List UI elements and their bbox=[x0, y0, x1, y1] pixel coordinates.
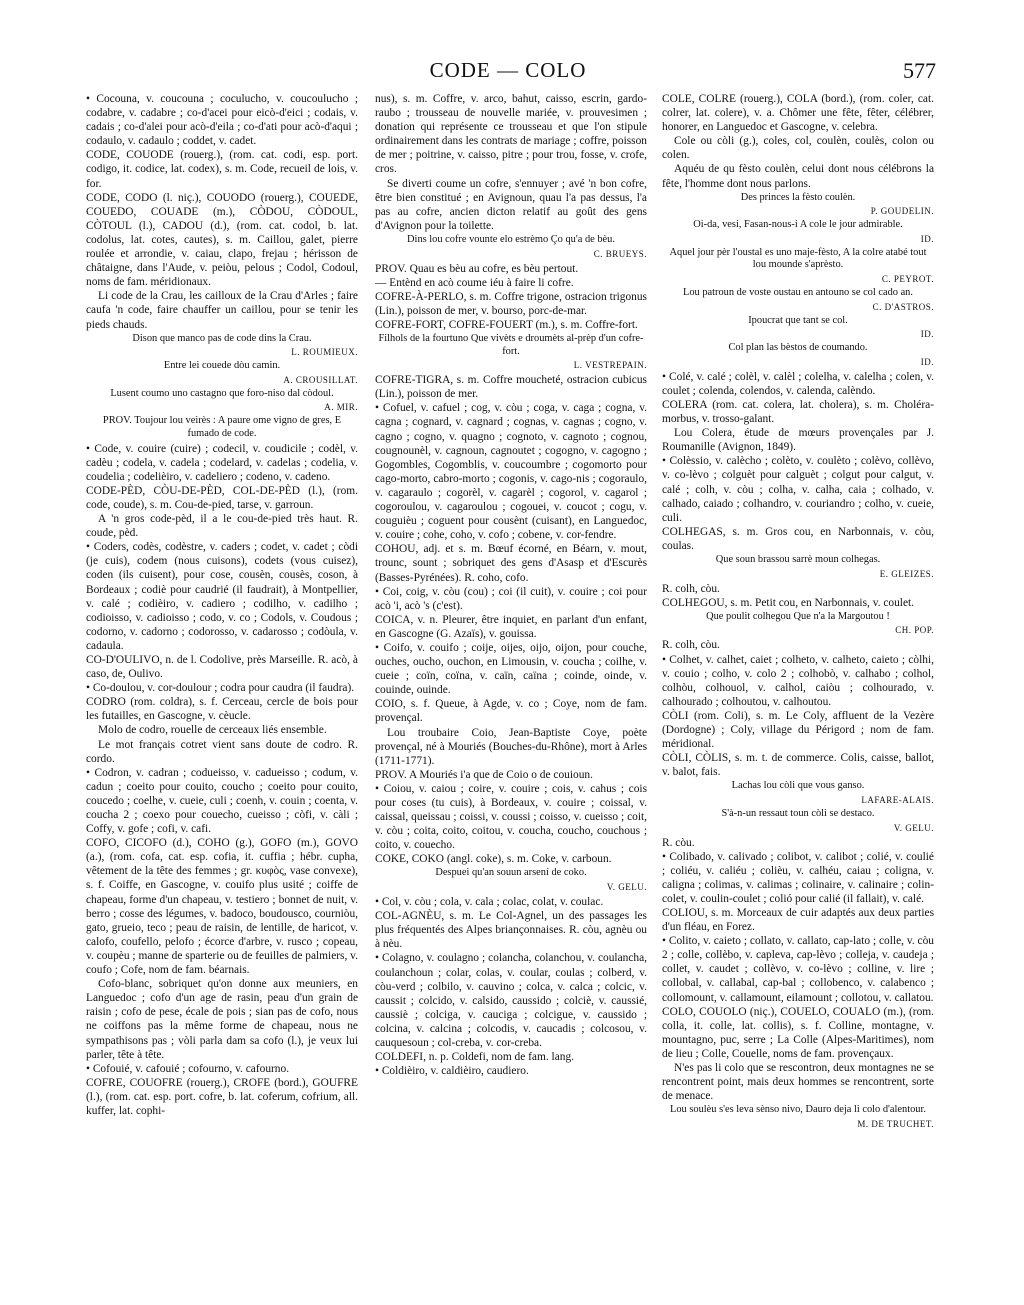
citation-quote: Entre lei couede dòu camin. bbox=[163, 360, 281, 372]
citation-quote: Oi-da, vesi, Fasan-nous-i A cole le jour admirable. bbox=[693, 219, 903, 231]
citation-quote: Lachas lou còli que vous ganso. bbox=[731, 780, 865, 792]
dictionary-entry: • Colagno, v. coulagno ; colancha, colanchou, v. coulancha, coulanchoun ; colar, colas, v. coular, coulas ; colberd, v. còu-verd ; colbilo, v. cauvino ; colca, v. calca ; colcic, v. caussit ; colcido, v. calsido, caussido ; colciè, v. caussié, caussiè ; colciga, v. cauciga ; colcigue, v. caussido ; colcina, v. calcina ; colcodis, v. caucadis ; colcosou, v. cauquesoun ; col-creba, v. cor-creba. bbox=[375, 952, 647, 1049]
dictionary-entry: • Cofouié, v. cafouié ; cofourno, v. cafourno. bbox=[86, 1062, 290, 1075]
dictionary-entry: • Code, v. couire (cuire) ; codecil, v. coudicile ; codèl, v. cadèu ; codela, v. cadela ; codelard, v. cadelas ; codelia, v. coudelia ; codelièiro, v. cadeliero ; codeno, v. cadeno. bbox=[86, 442, 358, 483]
dictionary-entry: • Coldièiro, v. caldièiro, caudiero. bbox=[375, 1065, 529, 1078]
citation-quote: Dison que manco pas de code dins la Crau. bbox=[132, 332, 312, 344]
citation-quote: PROV. Toujour lou veirès : A paure ome vigno de gres, E fumado de code. bbox=[102, 415, 342, 439]
dictionary-entry: COLO, COUOLO (niç.), COUELO, COUALO (m.), (rom. colla, it. colle, lat. collis), s. f. Colline, montagne, v. mountagno, puc, serre ; La Colle (Alpes-Maritimes), nom de lieu ; Colle, Couelle, noms de fam. provençaux. bbox=[662, 1005, 934, 1060]
dictionary-entry: • Colibado, v. calivado ; colibot, v. calibot ; colié, v. coulié ; coliéu, v. caliéu ; colièu, v. calhéu, caiau ; coligna, v. caligna ; colimas, v. calimas ; colinaire, v. calinaire ; colin-colet, v. coulin-coulet ; colió pour calié (il fallait), v. calé. bbox=[662, 850, 934, 905]
dictionary-entry: N'es pas li colo que se rescontron, deux montagnes ne se rencontrent point, mais deux hommes se rencontrent, sorte de menace. bbox=[662, 1062, 934, 1103]
citation-quote: Col plan las bèstos de coumando. bbox=[728, 342, 868, 354]
column-1 bbox=[86, 92, 358, 1297]
dictionary-entry: Lou troubaire Coio, Jean-Baptiste Coye, poète provençal, né à Mouriés (Bouches-du-Rhône), mort à Arles (1711-1771). bbox=[375, 726, 647, 767]
column-2 bbox=[375, 92, 647, 1297]
dictionary-entry: • Colé, v. calé ; colèl, v. calèl ; colelha, v. calelha ; colen, v. coulet ; colenda, colendos, v. calenda, calèndo. bbox=[662, 370, 934, 397]
dictionary-entry: • Coifo, v. couifo ; coije, oijes, oijo, oijon, pour couche, ouches, oucho, ouchon, en Limousin, v. coucha ; coilhe, v. cueie ; coïn, coïna, v. caïn, caïna ; coinde, oinde, v. couinde, ouinde. bbox=[375, 641, 647, 697]
running-title: CODE — COLO bbox=[429, 58, 587, 82]
dictionary-entry: A 'n gros code-pèd, il a le cou-de-pied très haut. R. coude, pèd. bbox=[86, 513, 358, 540]
citation-quote: Aquel jour pèr l'oustal es uno maje-fèsto, A la colre atabé tout lou mounde s'aprèsto. bbox=[669, 246, 927, 271]
citation-author: ID. bbox=[920, 356, 934, 367]
dictionary-entry: COLDEFI, n. p. Coldefi, nom de fam. lang. bbox=[375, 1051, 574, 1064]
citation-author: A. CROUSILLAT. bbox=[283, 374, 358, 385]
citation-quote: Des princes la fèsto coulèn. bbox=[740, 191, 856, 203]
dictionary-entry: CODE, COUODE (rouerg.), (rom. cat. codi, esp. port. codigo, it. codice, lat. codex), s. m. Code, recueil de lois, v. for. bbox=[86, 149, 358, 190]
citation-quote: Dins lou cofre vounte elo estrèmo Ço qu'a de bèu. bbox=[407, 233, 615, 245]
dictionary-entry: COFRE-FORT, COFRE-FOUERT (m.), s. m. Coffre-fort. bbox=[375, 318, 638, 331]
citation-quote: Lusent coumo uno castagno que foro-niso dal còdoul. bbox=[110, 387, 334, 399]
dictionary-entry: • Cocouna, v. coucouna ; coculucho, v. coucoulucho ; codabre, v. cadabre ; co-d'acei pour eicò-d'eici ; codais, v. cadais ; co-d'alei pour acò-d'eila ; co-d'ati pour acò-d'aqui ; codaulo, v. cadaulo ; coddet, v. cadet. bbox=[86, 93, 358, 148]
dictionary-entry: Lou Colera, étude de mœurs provençales par J. Roumanille (Avignon, 1849). bbox=[662, 427, 934, 454]
citation-quote: Lou soulèu s'es leva sènso nivo, Dauro deja li colo d'alentour. bbox=[670, 1104, 926, 1116]
dictionary-entry: COKE, COKO (angl. coke), s. m. Coke, v. carboun. bbox=[375, 853, 612, 866]
dictionary-entry: COLHEGOU, s. m. Petit cou, en Narbonnais, v. coulet. bbox=[662, 596, 915, 609]
dictionary-entry: CÒLI, CÒLIS, s. m. t. de commerce. Colis, caisse, ballot, v. balot, fais. bbox=[662, 752, 934, 779]
dictionary-entry: R. colh, còu. bbox=[662, 639, 720, 652]
citation-author: V. GELU. bbox=[606, 882, 647, 893]
dictionary-entry: CODE-PÈD, CÒU-DE-PÈD, COL-DE-PÈD (l.), (rom. code, coude), s. m. Cou-de-pied, tarse, v. garroun. bbox=[86, 484, 358, 511]
dictionary-entry: • Co-doulou, v. cor-doulour ; codra pour caudra (il faudra). bbox=[86, 682, 355, 695]
citation-author: ID. bbox=[920, 329, 934, 340]
dictionary-entry: COICA, v. n. Pleurer, être inquiet, en parlant d'un enfant, en Gascogne (G. Azaïs), v. gouissa. bbox=[375, 613, 647, 640]
dictionary-entry: Se diverti coume un cofre, s'ennuyer ; avé 'n bon cofre, être bien constitué ; en Avignoun, quau l'a pas dessus, l'a pas au cofre, ancien dicton relatif au goût des gens d'Avignon pour la toilette. bbox=[375, 177, 647, 232]
dictionary-entry: COL-AGNÈU, s. m. Le Col-Agnel, un des passages les plus fréquentés des Alpes briançonnaises. R. còu, agnèu ou à nèu. bbox=[375, 910, 647, 951]
dictionary-entry: COLERA (rom. cat. colera, lat. cholera), s. m. Choléra-morbus, v. trosso-galant. bbox=[662, 399, 934, 426]
dictionary-entry: • Coders, codès, codèstre, v. caders ; codet, v. cadet ; còdi (je cuis), codem (nous cuisons), codets (vous cuisez), coden (ils cuisent), pour cose, cousèn, cousès, coson, à Bordeaux ; codiè pour caudrié (il faudrait), à Montpellier, v. calé ; codièiro, v. cadiero ; codilho, v. cadilho ; codioisso, v. cadioisso ; codo, v. co ; Codols, v. Coudous ; codorno, v. cadorno ; codorosso, v. cadarosso ; codòula, v. cadaula. bbox=[86, 541, 358, 652]
dictionary-entry: CÒLI (rom. Coli), s. m. Le Coly, affluent de la Vezère (Dordogne) ; Coly, village du Périgord ; nom de fam. méridional. bbox=[662, 709, 934, 751]
dictionary-entry: R. còu. bbox=[662, 836, 695, 849]
citation-author: C. D'ASTROS. bbox=[872, 301, 934, 312]
citation-quote: Filhols de la fourtuno Que vivèts e droumèts al-prèp d'un cofre-fort. bbox=[378, 333, 644, 357]
dictionary-entry: COFRE-TIGRA, s. m. Coffre moucheté, ostracion cubicus (Lin.), poisson de mer. bbox=[375, 374, 647, 401]
citation-author: LAFARE-ALAIS. bbox=[861, 794, 934, 805]
citation-author: L. ROUMIEUX. bbox=[291, 347, 358, 358]
citation-author: C. BRUEYS. bbox=[593, 248, 647, 259]
dictionary-entry: • Coiou, v. caiou ; coire, v. couire ; cois, v. cahus ; cois pour coses (tu cuis), à Bordeaux, v. couire ; coissal, v. caissal, queissau ; coissi, v. coussi ; coisso, v. cueisso ; coit, v. còu ; coita, coito, coitou, v. coucha, coucho, couchous ; coito, v. couecho. bbox=[375, 782, 647, 852]
citation-quote: Lou patroun de voste oustau en antouno se col cado an. bbox=[683, 287, 913, 299]
citation-author: ID. bbox=[920, 233, 934, 244]
dictionary-entry: • Cofuel, v. cafuel ; cog, v. còu ; coga, v. caga ; cogna, v. cagna ; cognard, v. cagnard ; cognas, v. cagnas ; cogno, v. cagno ; cogno, v. quagno ; cognoto, v. cagnoto ; cognou, cougnounèl, v. cagnoun, cagnoutet ; cogogno, v. cagogno ; Gogombles, Cogomblis, v. coucoumbre ; cogomorto pour cago-morto, cabro-morto ; cogonis, v. cago-nis ; cogoraulo, v. cagaraulo ; cogorèl, v. cagarèl ; cogorol, v. cagarol ; cogoroulou, v. cagaroulou ; cogouei, v. coucot ; cogu, v. couguièu ; coguent pour cousènt (cuisant), en Languedoc, v. couire ; cohe, coho, v. cofo ; cobene, v. cor-fendre. bbox=[375, 402, 647, 542]
dictionary-entry: • Colito, v. caieto ; collato, v. callato, cap-lato ; colle, v. còu 2 ; colle, collèbo, v. capleva, cap-lèvo ; colleja, v. caudeja ; collet, v. caudet ; collèvo, v. co-lèvo ; colline, v. lire ; collobal, v. callabal, cap-bal ; collobenco, v. calabenco ; collomount, v. callamount, eilamount ; collotou, v. callatou. bbox=[662, 935, 934, 1004]
dictionary-entry: PROV. A Mouriés i'a que de Coio o de couioun. bbox=[375, 768, 593, 781]
dictionary-entry: • Colèssio, v. calècho ; colèto, v. coulèto ; colèvo, collèvo, v. co-lèvo ; colguèt pour calguèt ; colgut pour calgut, v. calé ; colh, v. còu ; colha, v. calha, caia ; colhado, v. calhado, caiado ; colhandro, v. couriandro ; colho, v. cueie, culi. bbox=[662, 455, 934, 524]
page-number: 577 bbox=[903, 58, 936, 83]
dictionary-entry: CODE, CODO (l. niç.), COUODO (rouerg.), COUEDE, COUEDO, COUADE (m.), CÒDOU, CÒDOUL, CÒTOUL (l.), CADOU (d.), (rom. cat. codol, b. lat. codolus, lat. cotes, cautes), s. m. Caillou, galet, pierre roulée et arrondie, v. caiau, clapo, frejau ; hérisson de châtaigne, dans l'Aude, v. peiòu, pelous ; Codol, Codoul, noms de fam. méridionaux. bbox=[86, 191, 358, 289]
dictionary-entry: Cole ou còli (g.), coles, col, coulèn, coulès, colon ou colen. bbox=[662, 135, 934, 162]
citation-author: V. GELU. bbox=[893, 822, 934, 833]
citation-author: A. MIR. bbox=[324, 402, 358, 413]
dictionary-entry: COLE, COLRE (rouerg.), COLA (bord.), (rom. coler, cat. colrer, lat. colere), v. a. Chômer une fête, fêter, célébrer, honorer, en Languedoc et Gascogne, v. celebra. bbox=[662, 93, 934, 134]
citation-quote: Despuei qu'an souun arsení de coko. bbox=[435, 867, 587, 879]
citation-quote: Ipoucrat que tant se col. bbox=[748, 314, 848, 326]
column-3 bbox=[662, 92, 934, 1297]
dictionary-entry: PROV. Quau es bèu au cofre, es bèu pertout. bbox=[375, 262, 579, 275]
citation-quote: S'à-n-un ressaut toun còli se destaco. bbox=[721, 807, 875, 819]
citation-author: C. PEYROT. bbox=[881, 274, 934, 285]
dictionary-entry: COHOU, adj. et s. m. Bœuf écorné, en Béarn, v. mout, trounc, sount ; sobriquet des gens d'Asasp et d'Escurès (Basses-Pyrénées). R. coho, cofo. bbox=[375, 543, 647, 584]
dictionary-entry: COFRE-À-PERLO, s. m. Coffre trigone, ostracion trigonus (Lin.), poisson de mer, v. bourso, porc-de-mar. bbox=[375, 290, 647, 317]
dictionary-entry: COFRE, COUOFRE (rouerg.), CROFE (bord.), GOUFRE (l.), (rom. cat. esp. port. cofre, b. lat. coferum, cofrium, all. kuffer, lat. cophi- bbox=[86, 1076, 358, 1117]
dictionary-entry: — Entènd en acò coume iéu à faire li cofre. bbox=[375, 276, 574, 289]
dictionary-entry: COFO, CICOFO (d.), COHO (g.), GOFO (m.), GOVO (a.), (rom. cofa, cat. esp. cofia, it. cuffia ; hébr. cupha, vêtement de la tête des femmes ; gr. κυφὸς, vase convexe), s. f. Coiffe, en Gascogne, v. couifo plus usité ; coiffe de chapeau, forme d'un chapeau, v. testiero ; bonnet de nuit, v. berro ; cosse des légumes, v. badoco, boudousco, courniòu, gato, grueio, teco ; peau de raisin, de lentille, de haricot, v. calofo, coufello, pelofo ; écorce d'arbre, v. rusco ; copeau, v. coupèu ; manne de sparterie ou de feuilles de palmiers, v. coufo ; Cofe, nom de fam. béarnais. bbox=[86, 837, 358, 977]
citation-quote: Que poulit colhegou Que n'a la Margoutou ! bbox=[706, 610, 890, 622]
dictionary-entry: COIO, s. f. Queue, à Agde, v. co ; Coye, nom de fam. provençal. bbox=[375, 698, 647, 725]
citation-author: M. DE TRUCHET. bbox=[857, 1118, 934, 1129]
dictionary-entry: Li code de la Crau, les cailloux de la Crau d'Arles ; faire caufa 'n code, faire chauffer un caillou, pour se tenir les pieds chauds. bbox=[86, 290, 358, 331]
dictionary-entry: R. colh, còu. bbox=[662, 582, 720, 595]
dictionary-entry: Cofo-blanc, sobriquet qu'on donne aux meuniers, en Languedoc ; cofo d'un age de rasin, peau d'un grain de raisin ; cofo de pese, écale de pois ; sian pas de cofo, nous ne coiffons pas la même forme de chapeau, nous ne sympathisons pas ; vòli parla dam sa cofo (l.), je veux lui parler, tête à tête. bbox=[86, 978, 358, 1061]
dictionary-entry: COLIOU, s. m. Morceaux de cuir adaptés aux deux parties d'un fléau, en Forez. bbox=[662, 907, 934, 934]
dictionary-entry: • Colhet, v. calhet, caiet ; colheto, v. calheto, caieto ; còlhi, v. couio ; colho, v. colo 2 ; colhobò, v. calhabo ; colhol, colhòu, colhouol, v. calhol, caiòu ; colhourado, v. calhourado ; colhoutou, v. calhoutou. bbox=[662, 653, 934, 708]
dictionary-entry: CODRO (rom. coldra), s. f. Cerceau, cercle de bois pour les futailles, en Gascogne, v. cèucle. bbox=[86, 696, 358, 723]
citation-quote: Que soun brassou sarrè moun colhegas. bbox=[715, 554, 881, 566]
citation-author: CH. POP. bbox=[895, 625, 934, 636]
dictionary-entry: Molo de codro, rouelle de cerceaux liés ensemble. bbox=[98, 724, 327, 737]
dictionary-entry: • Codron, v. cadran ; codueisso, v. cadueisso ; codum, v. cadun ; coeito pour couito, coucho ; coeito pour couito, coucedo ; coelhe, v. cueie, culi ; coenh, v. couin ; coenta, v. coucha 2 ; coexo pour couecho, cueisso ; còfi, v. càli ; Coffy, v. gofe ; cofi, v. cafi. bbox=[86, 766, 358, 836]
dictionary-entry: COLHEGAS, s. m. Gros cou, en Narbonnais, v. còu, coulas. bbox=[662, 525, 934, 552]
dictionary-entry: CO-D'OULIVO, n. de l. Codolive, près Marseille. R. acò, à caso, de, Oulivo. bbox=[86, 653, 358, 681]
citation-author: P. GOUDELIN. bbox=[870, 206, 934, 217]
citation-author: L. VESTREPAIN. bbox=[573, 360, 647, 371]
citation-author: E. GLEIZES. bbox=[879, 568, 934, 579]
dictionary-entry: • Coi, coig, v. còu (cou) ; coi (il cuit), v. couire ; coi pour acò 'i, acò 's (c'est). bbox=[375, 585, 647, 612]
dictionary-entry: Aquéu de qu fèsto coulèn, celui dont nous célébrons la fête, l'homme dont nous parlons. bbox=[662, 163, 934, 190]
dictionary-entry: nus), s. m. Coffre, v. arco, bahut, caisso, escrin, gardo-raubo ; trousseau de nouvelle mariée, v. prouvesimen ; donation qui représente ce trousseau et que l'on stipule ordinairement dans les contrats de mariage ; coffre, poisson de mer ; poitrine, v. caisso, pitre ; pour trou, fosse, v. crofe, cros. bbox=[375, 93, 647, 176]
page-header bbox=[80, 58, 936, 88]
dictionary-entry: • Col, v. còu ; cola, v. cala ; colac, colat, v. coulac. bbox=[375, 896, 604, 909]
dictionary-entry: Le mot français cotret vient sans doute de codro. R. cordo. bbox=[86, 738, 358, 765]
